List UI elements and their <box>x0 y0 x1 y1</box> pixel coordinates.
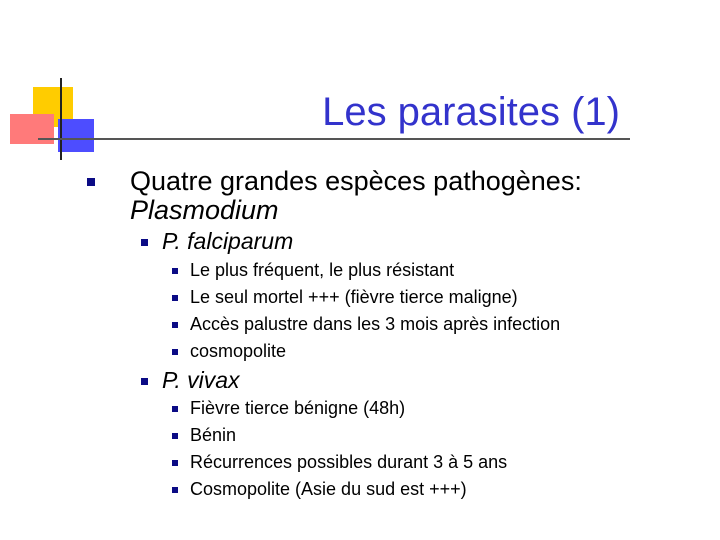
title-underline <box>38 138 630 140</box>
species-name: P. falciparum <box>162 228 294 254</box>
bullet-square-icon <box>172 268 178 274</box>
species-name: P. vivax <box>162 367 240 393</box>
species-point: cosmopolite <box>190 341 287 361</box>
species-point: Accès palustre dans les 3 mois après infection <box>190 314 561 334</box>
bullet-square-icon <box>172 295 178 301</box>
species-point: Le seul mortel +++ (fièvre tierce maligne) <box>190 287 518 307</box>
bullet-square-icon <box>172 322 178 328</box>
genus-label: Plasmodium <box>130 195 279 225</box>
bullet-level1: Quatre grandes espèces pathogènes: <box>130 166 582 196</box>
species-point: Récurrences possibles durant 3 à 5 ans <box>190 452 508 472</box>
species-point: Bénin <box>190 425 237 445</box>
species-point: Le plus fréquent, le plus résistant <box>190 260 455 280</box>
bullet-square-icon <box>172 460 178 466</box>
slide-title: Les parasites (1) <box>322 90 620 134</box>
decor-blue-square <box>58 119 94 152</box>
bullet-square-icon <box>172 406 178 412</box>
bullet-square-icon <box>172 349 178 355</box>
bullet-square-icon <box>172 487 178 493</box>
bullet-square-icon <box>141 378 148 385</box>
bullet-square-icon <box>141 239 148 246</box>
bullet-square-icon <box>87 178 95 186</box>
species-point: Fièvre tierce bénigne (48h) <box>190 398 406 418</box>
decor-vertical-line <box>60 78 62 160</box>
species-point: Cosmopolite (Asie du sud est +++) <box>190 479 467 499</box>
bullet-square-icon <box>172 433 178 439</box>
